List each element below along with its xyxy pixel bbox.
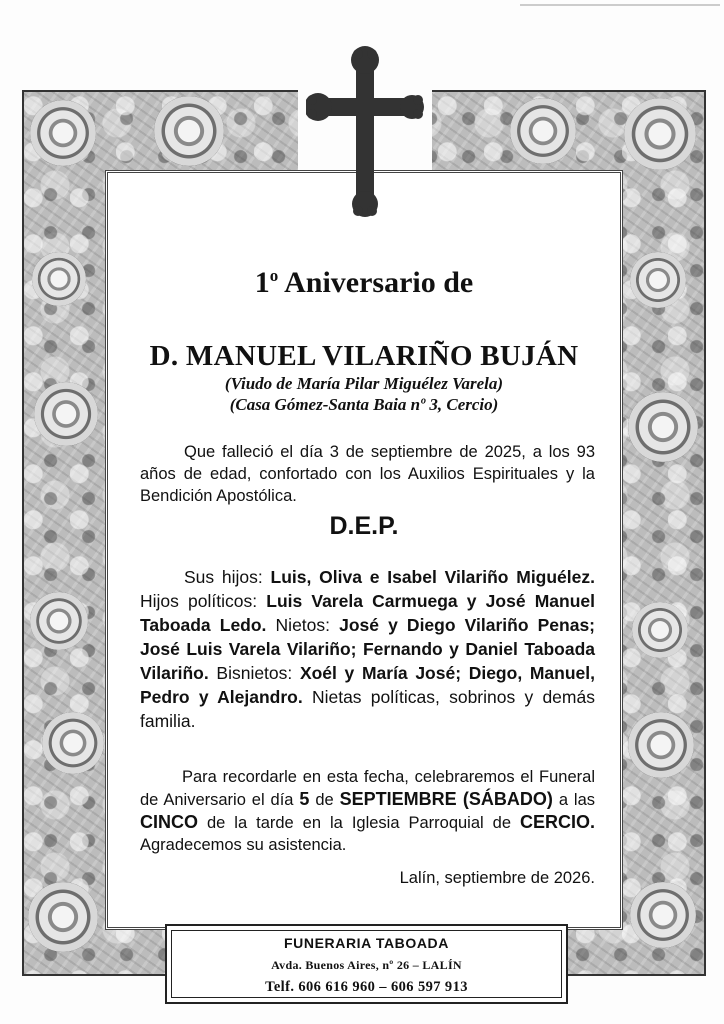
house-line: (Casa Gómez-Santa Baia nº 3, Cercio)	[229, 395, 499, 414]
funeral-segment: CINCO	[140, 812, 198, 832]
funeral-home-phones: Telf. 606 616 960 – 606 597 913	[265, 979, 468, 995]
rose-ornament-icon	[34, 382, 98, 446]
rose-ornament-icon	[30, 592, 88, 650]
dep-text: D.E.P.	[329, 512, 399, 540]
rose-ornament-icon	[628, 712, 694, 778]
family-segment: Luis Varela Carmuega y José Manuel Taboada Ledo.	[140, 591, 595, 635]
family-segment: Xoél y María José; Diego, Manuel, Pedro y Alejandro.	[140, 663, 595, 707]
anniversary-title	[105, 266, 623, 300]
funeral-segment: 5	[299, 789, 310, 809]
deceased-name: D. MANUEL VILARIÑO BUJÁN	[149, 340, 579, 372]
rose-ornament-icon	[630, 252, 686, 308]
rose-ornament-icon	[628, 392, 698, 462]
funeral-home-box	[165, 924, 568, 1004]
funeral-home-name: FUNERARIA TABOADA	[284, 935, 449, 951]
funeral-segment: SEPTIEMBRE (SÁBADO)	[339, 789, 553, 809]
anniversary-text: Aniversario de	[284, 266, 474, 299]
rose-ornament-icon	[154, 96, 224, 166]
widower-line: (Viudo de María Pilar Miguélez Varela)	[224, 374, 504, 393]
rose-ornament-icon	[624, 98, 696, 170]
family-segment: Sus hijos:	[184, 567, 271, 587]
ordinal-mark: o	[269, 266, 279, 285]
rose-ornament-icon	[630, 882, 696, 948]
dateline: Lalín, septiembre de 2026.	[399, 869, 595, 887]
funeral-announcement	[140, 766, 595, 856]
rose-ornament-icon	[632, 602, 688, 658]
funeral-home-address: Avda. Buenos Aires, nº 26 – LALÍN	[271, 958, 462, 972]
family-segment: Luis, Oliva e Isabel Vilariño Miguélez.	[270, 567, 595, 587]
death-notice: Que falleció el día 3 de septiembre de 2025, a los 93 años de edad, confortado con los Auxilios Espirituales y la Bendición Apostólica.	[140, 443, 595, 505]
family-segment: Nietas políticas, sobrinos y demás familia.	[140, 687, 595, 731]
funeral-segment: CERCIO.	[519, 812, 595, 832]
family-list	[140, 565, 595, 733]
funeral-segment: de	[309, 791, 340, 809]
funeral-segment: a las	[552, 791, 596, 809]
family-segment: Hijos políticos:	[140, 591, 267, 611]
rose-ornament-icon	[30, 100, 96, 166]
latin-cross-icon	[306, 46, 424, 218]
rose-ornament-icon	[32, 252, 86, 306]
funeral-segment: de la tarde en la Iglesia Parroquial de	[198, 814, 520, 832]
family-segment: Nietos:	[266, 615, 340, 635]
anniversary-number: 1	[254, 266, 270, 299]
funeral-segment: Para recordarle en esta fecha, celebraremos el Funeral de Aniversario el día	[140, 768, 595, 809]
funeral-segment: Agradecemos su asistencia.	[140, 836, 347, 854]
rose-ornament-icon	[510, 98, 576, 164]
scan-fold-line	[520, 4, 720, 6]
rose-ornament-icon	[28, 882, 98, 952]
rose-ornament-icon	[42, 712, 104, 774]
family-segment: Bisnietos:	[208, 663, 300, 683]
family-segment: José y Diego Vilariño Penas; José Luis Varela Vilariño; Fernando y Daniel Taboada Vilariño.	[140, 615, 595, 683]
